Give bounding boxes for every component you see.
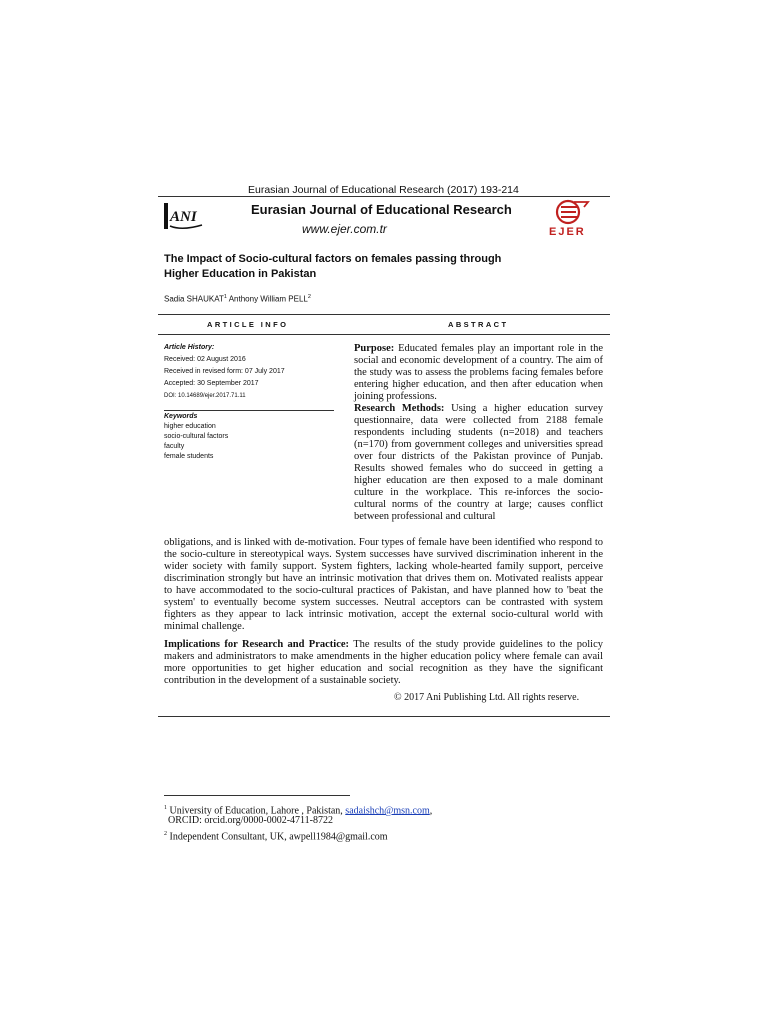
abstract-column [354, 343, 603, 523]
author-list [164, 294, 311, 304]
footnote-1-tail: , [429, 805, 433, 817]
revised-date: Received in revised form: 07 July 2017 [164, 368, 285, 375]
author-1-affiliation-mark: 1 [223, 294, 227, 300]
article-info-heading: ARTICLE INFO [207, 320, 289, 329]
footnote-separator [164, 795, 350, 796]
info-heading-rule [158, 334, 610, 335]
footnote-2-text: Independent Consultant, UK, awpell1984@gmail.com [167, 831, 388, 843]
svg-text:EJER: EJER [549, 226, 586, 237]
journal-name: Eurasian Journal of Educational Research [251, 202, 512, 217]
purpose-paragraph [354, 343, 603, 403]
accepted-date: Accepted: 30 September 2017 [164, 380, 259, 387]
methods-label: Research Methods: [354, 403, 445, 414]
running-head: Eurasian Journal of Educational Research (2017) 193-214 [248, 184, 519, 196]
svg-text:ANI: ANI [170, 209, 197, 225]
header-top-rule [158, 196, 610, 197]
purpose-text: Educated females play an important role in the social and economic development of a country. The aim of the study was to assess the problems facing females before entering higher education, and then after education when joining professions. [354, 343, 603, 402]
implications-paragraph [164, 639, 603, 687]
methods-text: Using a higher education survey questionnaire, data were collected from 2188 female respondents including students (n=2018) and teachers (n=170) from government colleges and universities spread over four districts of the Pakistan province of Punjab. Results showed females who do succeed in getting a higher education are then exposed to a male dominant culture in the workplace. This re-inforces the socio-cultural norms of the country at large; causes conflict between professional and cultural [354, 403, 603, 522]
keyword-item: socio-cultural factors [164, 433, 229, 440]
article-title-line1: The Impact of Socio-cultural factors on females passing through [164, 253, 502, 265]
article-title-line2: Higher Education in Pakistan [164, 268, 317, 280]
footnote-1-text: University of Education, Lahore , Pakistan, [167, 805, 346, 817]
doi[interactable]: DOI: 10.14689/ejer.2017.71.11 [164, 393, 246, 399]
copyright-notice: © 2017 Ani Publishing Ltd. All rights reserve. [394, 692, 580, 703]
keywords-block [164, 412, 228, 462]
ani-publishing-logo [162, 201, 206, 233]
abstract-bottom-rule [158, 716, 610, 717]
keywords-label: Keywords [164, 413, 198, 420]
implications-label: Implications for Research and Practice: [164, 639, 350, 650]
purpose-label: Purpose: [354, 343, 395, 354]
footnote-1-mark: 1 [164, 805, 167, 811]
keyword-item: female students [164, 453, 214, 460]
footnote-2-mark: 2 [164, 831, 167, 837]
keyword-item: faculty [164, 443, 185, 450]
journal-url[interactable]: www.ejer.com.tr [302, 222, 387, 236]
abstract-continued-text: obligations, and is linked with de-motivation. Four types of female have been identified who respond to the socio-culture in stereotypical ways. System successes have survived discrimination inherent in the wider society with family support. System fighters, lacking whole-hearted family support, perceive discrimination strongly but have an intrinsic motivation that drives them on. Motivated realists appear to have accommodated to the socio-cultural practices of Pakistan, and have planned how to 'beat the system' to eventually become system successes. Neutral acceptors can be contrasted with system fighters as they appear to lack intrinsic motivation, accept the external socio-cultural world with minimal challenge. [164, 537, 603, 632]
author-2-affiliation-mark: 2 [307, 294, 311, 300]
implications-text: The results of the study provide guidelines to the policy makers and administrators to make amendments in the higher education policy where female can avail more opportunities to get higher education and social recognition as they have the significant contribution in the development of a sustainable society. [164, 639, 603, 686]
keyword-item: higher education [164, 423, 216, 430]
received-date: Received: 02 August 2016 [164, 356, 246, 363]
abstract-heading: ABSTRACT [448, 320, 509, 329]
footnote-1-orcid: ORCID: orcid.org/0000-0002-4711-8722 [168, 815, 333, 826]
methods-paragraph [354, 403, 603, 523]
author-2: Anthony William PELL [226, 294, 308, 304]
abstract-continued [164, 537, 603, 687]
author-1: Sadia SHAUKAT [164, 294, 224, 304]
article-title [164, 252, 544, 282]
history-label: Article History: [164, 344, 215, 351]
info-top-rule [158, 314, 610, 315]
footnote-2 [164, 828, 388, 843]
article-history [164, 342, 334, 411]
ejer-logo [544, 197, 602, 237]
footnote-1-email-link[interactable]: sadaishch@msn.com [345, 805, 430, 817]
